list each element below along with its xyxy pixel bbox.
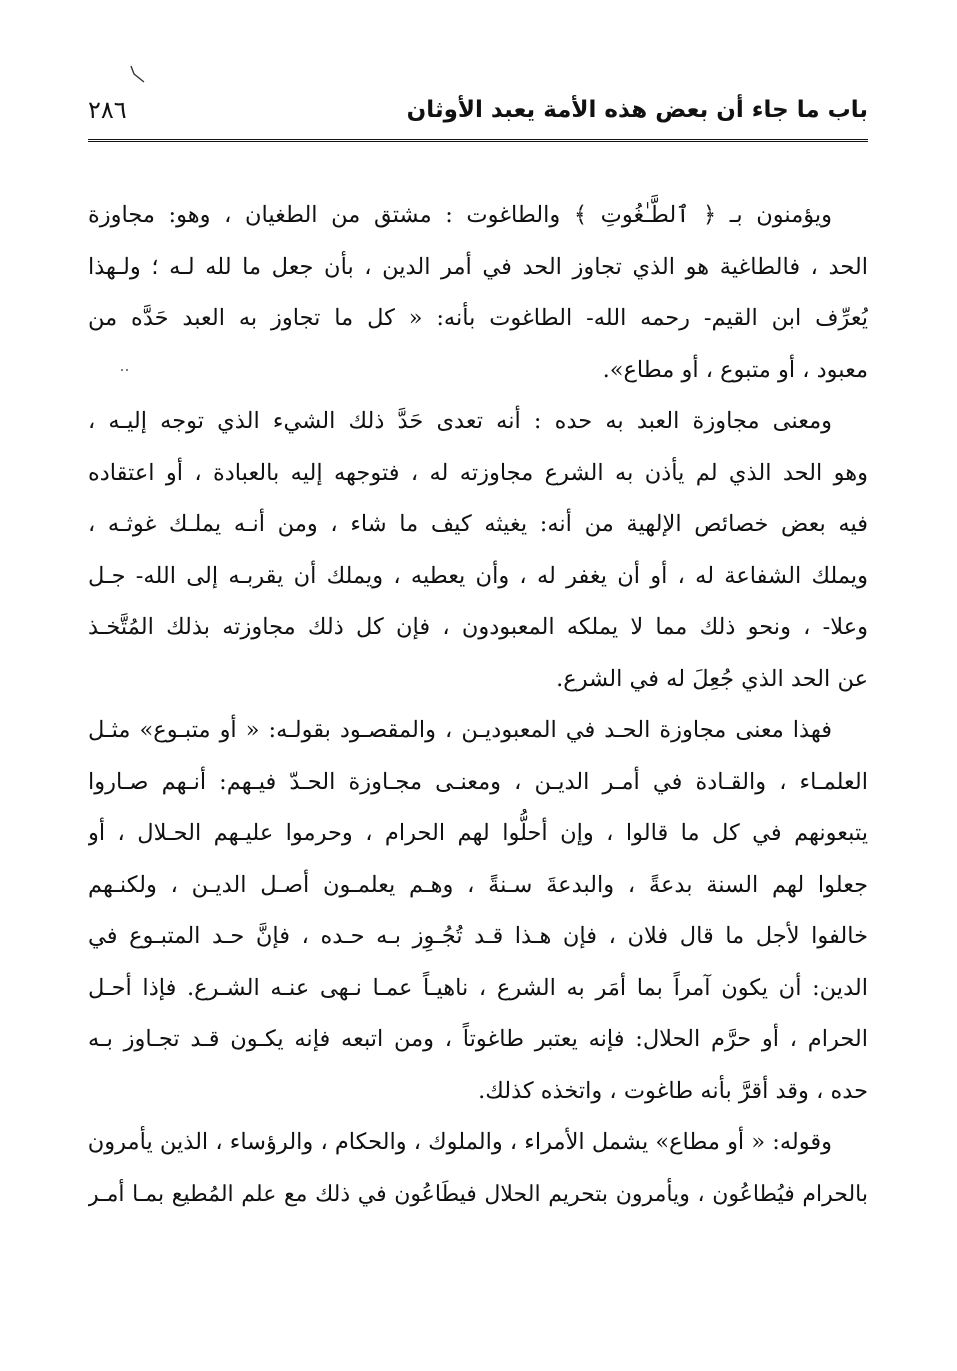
scan-mark	[128, 64, 148, 86]
text-line: يتبعونهم في كل ما قالوا ، وإن أحلُّوا لهم الحرام ، وحرموا عليـهم الحـلال ، أو	[88, 820, 868, 846]
text-line: العلمـاء ، والقـادة في أمـر الديـن ، ومعنـى مجـاوزة الحـدّ فيـهم: أنـهم صـاروا	[88, 768, 868, 795]
text-line: الدين: أن يكون آمراً بما أمَر به الشرع ، ناهيـاً عمـا نـهى عنـه الشـرع. فإذا أحـل	[88, 974, 868, 1001]
paragraph	[88, 396, 868, 705]
header-rule	[88, 139, 868, 142]
paragraph	[88, 190, 868, 396]
text-line: عن الحد الذي جُعِلَ له في الشرع.	[556, 665, 868, 692]
text-line: خالفوا لأجل ما قال فلان ، فإن هـذا قـد تُجُـوِز بـه حـده ، فإنَّ حـد المتبـوع في	[88, 923, 868, 949]
text-line: بالحرام فيُطاعُون ، ويأمرون بتحريم الحلال فيطَاعُون في ذلك مع علم المُطيع بمـا أمـر	[88, 1181, 868, 1207]
text-line: يُعرِّف ابن القيم- رحمه الله- الطاغوت بأنه: « كل ما تجاوز به العبد حَدَّه من	[88, 305, 868, 331]
text-line: فيه بعض خصائص الإلهية من أنه: يغيثه كيف ما شاء ، ومن أنـه يملـك غوثـه ،	[88, 511, 868, 537]
text-line: ومعنى مجاوزة العبد به حده : أنه تعدى حَدَّ ذلك الشيء الذي توجه إليـه ،	[88, 408, 832, 434]
body-text	[88, 190, 868, 1220]
paragraph	[88, 705, 868, 1117]
paragraph	[88, 1117, 868, 1220]
text-line: ويؤمنون بـ ﴿ ٱلطَّـٰغُوتِ ﴾ والطاغوت : مشتق من الطغيان ، وهو: مجاوزة	[88, 202, 832, 228]
text-line: وهو الحد الذي لم يأذن به الشرع مجاوزته له ، فتوجهه إليه بالعبادة ، أو اعتقاده	[88, 459, 868, 486]
text-line: فهذا معنى مجاوزة الحـد في المعبوديـن ، والمقصـود بقولـه: « أو متبـوع» مثـل	[88, 717, 832, 743]
text-line: حده ، وقد أقرَّ بأنه طاغوت ، واتخذه كذلك.	[478, 1077, 868, 1104]
page-number: ٢٨٦	[88, 96, 127, 124]
page-header	[88, 92, 868, 136]
text-line: ويملك الشفاعة له ، أو أن يغفر له ، وأن يعطيه ، ويملك أن يقربـه إلى الله- جـل	[88, 562, 868, 589]
text-line: جعلوا لهم السنة بدعةً ، والبدعةَ سـنةً ، وهـم يعلمـون أصـل الديـن ، ولكنـهم	[88, 871, 868, 898]
text-line: الحرام ، أو حرَّم الحلال: فإنه يعتبر طاغوتاً ، ومن اتبعه فإنه يكـون قـد تجـاوز بـه	[88, 1026, 868, 1052]
text-line: معبود ، أو متبوع ، أو مطاع».	[602, 356, 868, 383]
running-title: باب ما جاء أن بعض هذه الأمة يعبد الأوثان	[406, 97, 868, 123]
text-line: وعلا- ، ونحو ذلك مما لا يملكه المعبودون ، فإن كل ذلك مجاوزته بذلك المُتَّخـذ	[88, 614, 868, 640]
text-line: الحد ، فالطاغية هو الذي تجاوز الحد في أمر الدين ، بأن جعل ما لله لـه ؛ ولـهذا	[88, 253, 868, 280]
text-line: وقوله: « أو مطاع» يشمل الأمراء ، والملوك ، والحكام ، والرؤساء ، الذين يأمرون	[88, 1129, 832, 1155]
